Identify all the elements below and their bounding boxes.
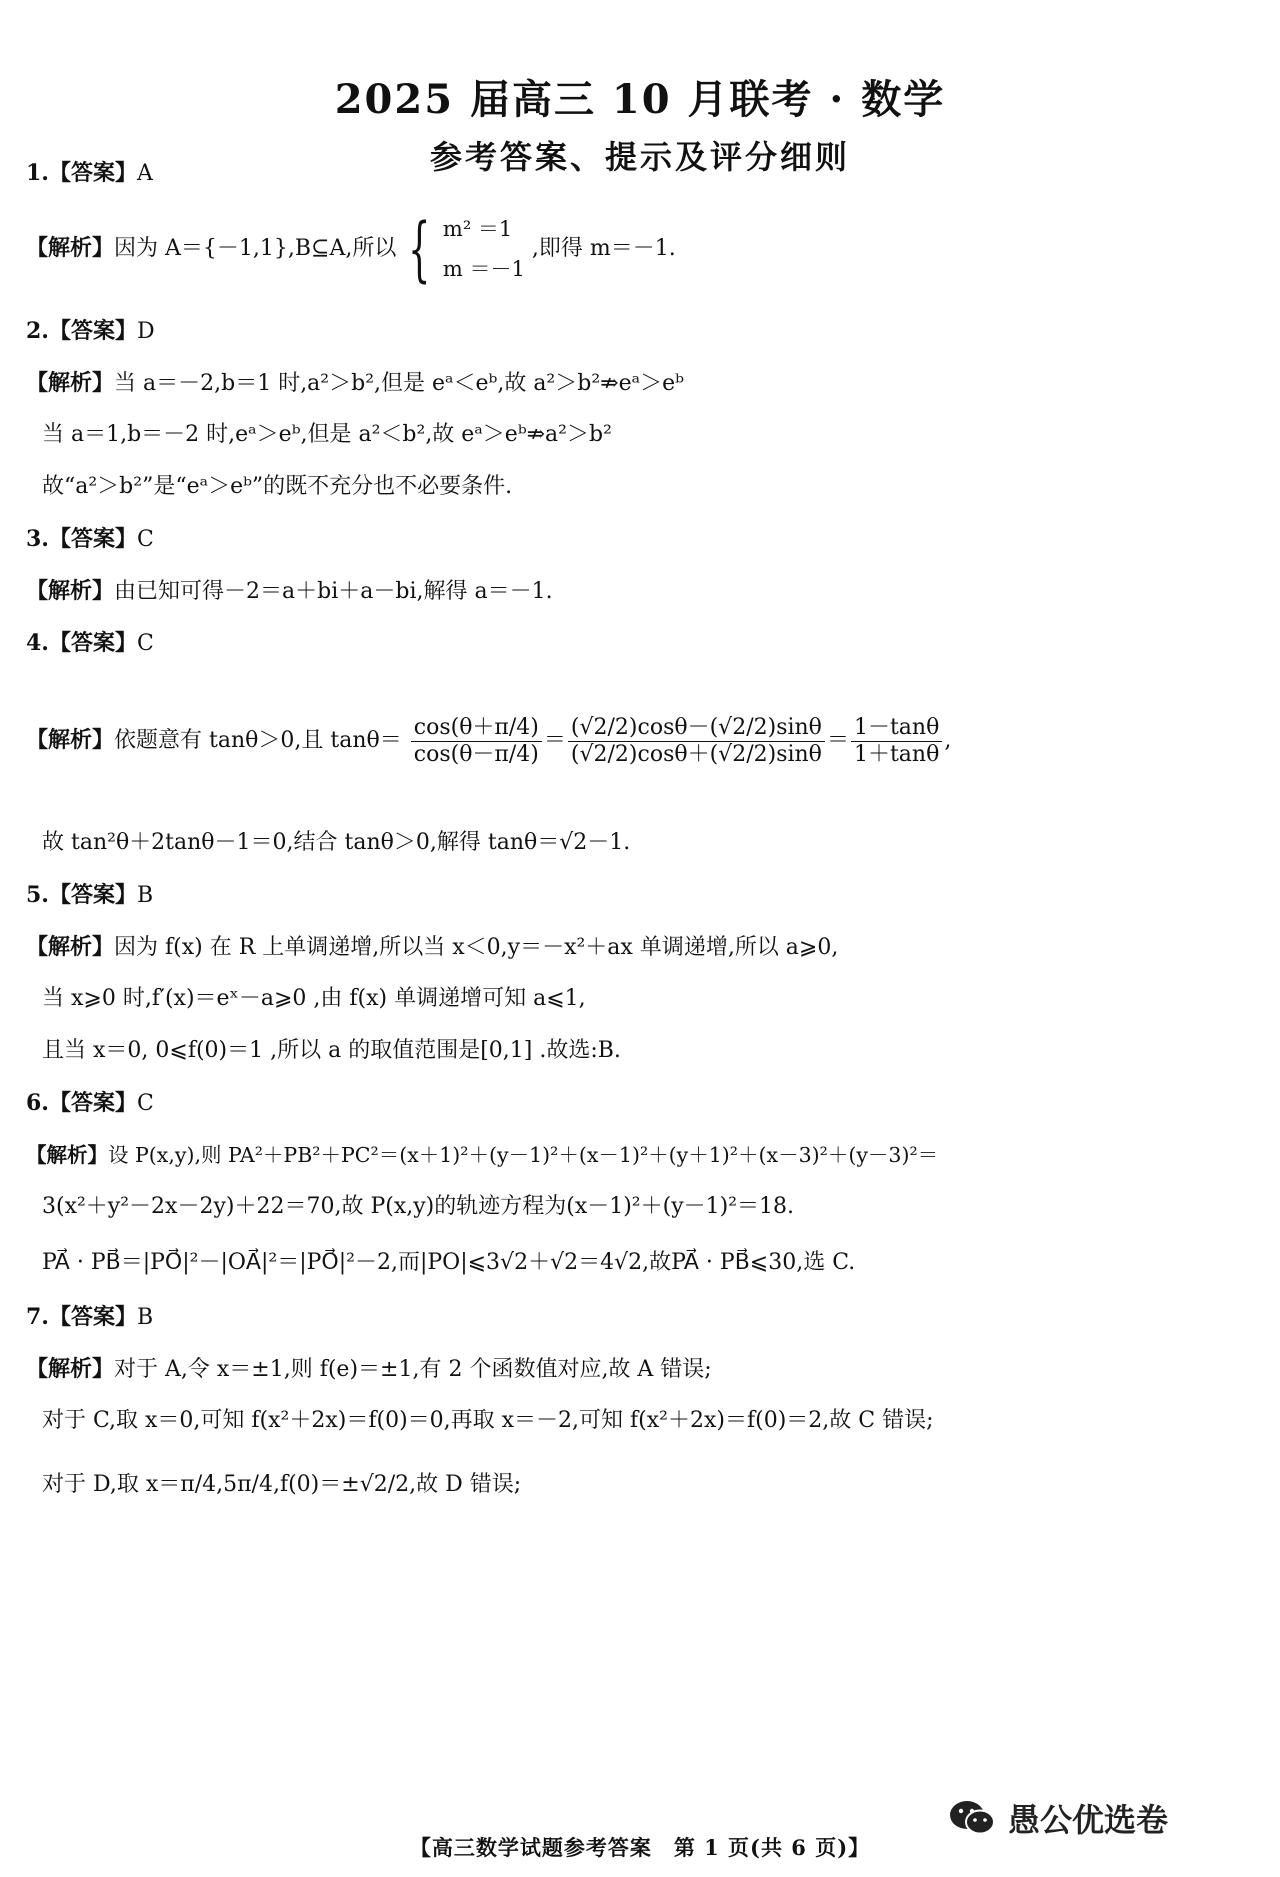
q4-fraction-3-numerator: 1－tanθ <box>851 715 942 742</box>
q4-analysis-line-2: 故 tan²θ＋2tanθ－1＝0,结合 tanθ＞0,解得 tanθ＝√2－1. <box>42 830 631 855</box>
q4-fraction-3-denominator: 1＋tanθ <box>853 741 940 767</box>
watermark-text: 愚公优选卷 <box>1008 1801 1169 1839</box>
q1-number: 1. <box>26 160 49 186</box>
q5-analysis-line-1 <box>26 932 838 963</box>
page-footer: 【高三数学试题参考答案 第 1 页(共 6 页)】 <box>409 1835 871 1860</box>
q4-fraction-2 <box>568 715 825 768</box>
q4-number: 4. <box>26 630 49 656</box>
q1-answer-line <box>26 158 153 189</box>
q7-answer-label: 【答案】 <box>48 1304 137 1330</box>
q5-answer: B <box>136 883 154 908</box>
q5-analysis-label: 【解析】 <box>26 934 115 960</box>
q2-analysis-line-3: 故“a²＞b²”是“eᵃ＞eᵇ”的既不充分也不必要条件. <box>42 474 513 499</box>
q1-answer-label: 【答案】 <box>48 160 137 186</box>
q4-fraction-2-denominator: (√2/2)cosθ＋(√2/2)sinθ <box>570 741 822 767</box>
q2-analysis-label: 【解析】 <box>26 370 115 396</box>
q4-equals-1: ＝ <box>543 728 566 753</box>
q6-answer-label: 【答案】 <box>48 1090 137 1116</box>
q2-analysis-line-2: 当 a＝1,b＝－2 时,eᵃ＞eᵇ,但是 a²＜b²,故 eᵃ＞eᵇ⇏a²＞b² <box>42 422 612 447</box>
q4-fraction-1 <box>411 715 542 768</box>
q1-system-row-1: m² ＝1 <box>442 217 513 241</box>
q7-answer-line <box>26 1302 153 1333</box>
q2-answer-line <box>26 316 155 347</box>
q4-analysis-label: 【解析】 <box>26 727 115 753</box>
q5-answer-line <box>26 880 153 911</box>
q4-answer-label: 【答案】 <box>48 630 137 656</box>
q6-number: 6. <box>26 1090 49 1116</box>
q4-fraction-1-denominator: cos(θ－π/4) <box>413 741 539 767</box>
q1-equation-system <box>443 209 525 289</box>
q4-equals-2: ＝ <box>826 728 849 753</box>
q3-answer-line <box>26 524 154 555</box>
q2-analysis-text-1: 当 a＝－2,b＝1 时,a²＞b²,但是 eᵃ＜eᵇ,故 a²＞b²⇏eᵃ＞eᵇ <box>114 371 684 396</box>
q6-answer: C <box>136 1091 154 1116</box>
q5-analysis-line-2: 当 x⩾0 时,f′(x)＝eˣ－a⩾0 ,由 f(x) 单调递增可知 a⩽1, <box>42 986 586 1011</box>
q7-analysis-line-3: 对于 D,取 x＝π/4,5π/4,f(0)＝±√2/2,故 D 错误; <box>42 1472 522 1497</box>
q6-analysis-line-3: PA⃗ · PB⃗＝|PO⃗|²－|OA⃗|²＝|PO⃗|²－2,而|PO|⩽3√2＋√2＝4√2,故PA⃗ · PB⃗⩽30,选 C. <box>42 1250 856 1275</box>
q2-number: 2. <box>26 318 49 344</box>
q3-analysis-text: 由已知可得－2＝a＋bi＋a－bi,解得 a＝－1. <box>114 579 553 604</box>
q4-fraction-3 <box>851 715 942 768</box>
q3-analysis-label: 【解析】 <box>26 578 115 604</box>
q4-comma: , <box>944 728 952 753</box>
q4-analysis-text-a: 依题意有 tanθ＞0,且 tanθ＝ <box>114 728 402 753</box>
q7-analysis-line-1 <box>26 1354 712 1385</box>
q4-fraction-1-numerator: cos(θ＋π/4) <box>411 715 542 742</box>
q7-answer: B <box>136 1305 154 1330</box>
q5-analysis-text-1: 因为 f(x) 在 R 上单调递增,所以当 x＜0,y＝－x²＋ax 单调递增,所以 a⩾0, <box>114 935 839 960</box>
q7-analysis-label: 【解析】 <box>26 1356 115 1382</box>
q1-answer: A <box>136 161 153 186</box>
q1-system-brace: { <box>408 208 431 290</box>
q2-analysis-line-1 <box>26 368 684 399</box>
q6-answer-line <box>26 1088 154 1119</box>
q6-analysis-text-1: 设 P(x,y),则 PA²＋PB²＋PC²＝(x＋1)²＋(y－1)²＋(x－1)²＋(y＋1)²＋(x－3)²＋(y－3)²＝ <box>108 1143 939 1167</box>
q5-number: 5. <box>26 882 49 908</box>
q2-answer: D <box>136 319 155 344</box>
q3-answer: C <box>136 527 154 552</box>
page-title: 2025 届高三 10 月联考 · 数学 <box>334 76 946 123</box>
q7-number: 7. <box>26 1304 49 1330</box>
q5-answer-label: 【答案】 <box>48 882 137 908</box>
q6-analysis-line-1 <box>26 1140 938 1170</box>
q5-analysis-line-3: 且当 x＝0, 0⩽f(0)＝1 ,所以 a 的取值范围是[0,1] .故选:B. <box>42 1038 621 1063</box>
wechat-icon <box>948 1798 998 1838</box>
q3-number: 3. <box>26 526 49 552</box>
q1-analysis-label: 【解析】 <box>26 235 115 261</box>
q7-analysis-line-2: 对于 C,取 x＝0,可知 f(x²＋2x)＝f(0)＝0,再取 x＝－2,可知 f(x²＋2x)＝f(0)＝2,故 C 错误; <box>42 1408 934 1433</box>
q1-system-row-2: m ＝－1 <box>442 257 525 281</box>
q4-answer: C <box>136 631 154 656</box>
q3-answer-label: 【答案】 <box>48 526 137 552</box>
q4-analysis-line-1 <box>26 700 951 781</box>
q6-analysis-line-2: 3(x²＋y²－2x－2y)＋22＝70,故 P(x,y)的轨迹方程为(x－1)²＋(y－1)²＝18. <box>42 1194 795 1219</box>
watermark <box>948 1795 1168 1841</box>
page-subtitle: 参考答案、提示及评分细则 <box>429 138 850 176</box>
q7-analysis-text-1: 对于 A,令 x＝±1,则 f(e)＝±1,有 2 个函数值对应,故 A 错误; <box>114 1357 712 1382</box>
q2-answer-label: 【答案】 <box>48 318 137 344</box>
q1-analysis-text-a: 因为 A＝{－1,1},B⊆A,所以 <box>114 236 397 261</box>
q1-analysis-text-b: ,即得 m＝－1. <box>531 236 676 261</box>
q4-answer-line <box>26 628 154 659</box>
q6-analysis-label: 【解析】 <box>26 1143 108 1167</box>
q1-analysis-line <box>26 208 676 289</box>
q4-fraction-2-numerator: (√2/2)cosθ－(√2/2)sinθ <box>568 715 825 742</box>
q3-analysis-line <box>26 576 553 607</box>
